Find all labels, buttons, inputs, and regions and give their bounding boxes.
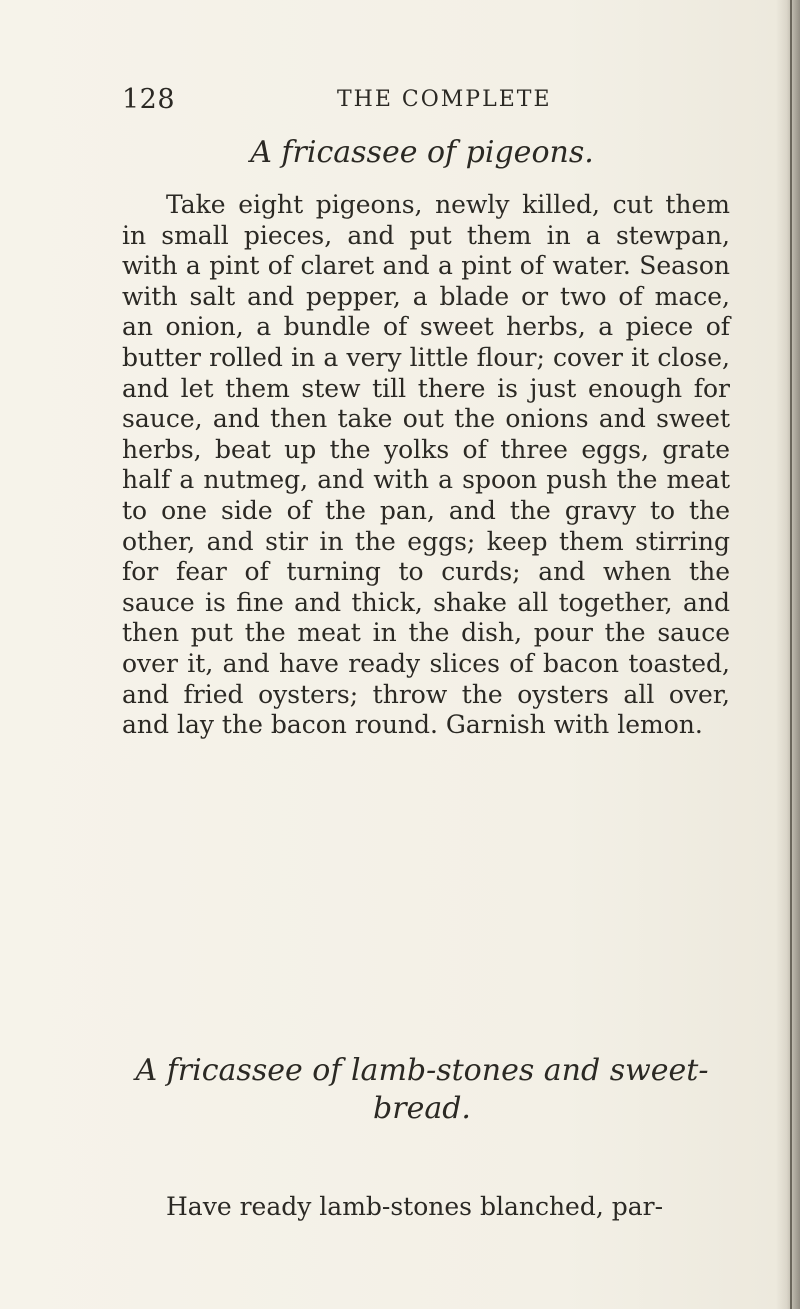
running-head: THE COMPLETE — [337, 87, 552, 112]
recipe-title-lamb-stones: A fricassee of lamb-stones and sweet-bread. — [135, 1053, 709, 1126]
recipe-text-pigeons: Take eight pigeons, newly killed, cut them in small pieces, and put them in a stewpan, with a pint of claret and a pint of water. Season with salt and pepper, a blade or two of mace, an onion, a bundle of sweet herbs, a piece of butter rolled in a very little flour; cover it close, and let them stew till there is just enough for sauce, and then take out the onions and sweet herbs, beat up the yolks of three eggs, grate half a nutmeg, and with a spoon push the meat to one side of the pan, and the gravy to the other, and stir in the eggs; keep them stirring for fear of turning to curds; and when the sauce is fine and thick, shake all together, and then put the meat in the dish, pour the sauce over it, and have ready slices of bacon toasted, and fried oysters; throw the oysters all over, and lay the bacon round. Garnish with lemon. — [122, 190, 730, 740]
page-number: 128 — [122, 84, 176, 115]
page-edge-line — [790, 0, 792, 1309]
page-edge-shadow — [776, 0, 800, 1309]
recipe-title-pigeons: A fricassee of pigeons. — [250, 135, 594, 170]
page-header — [122, 84, 702, 124]
recipe-text-lamb-stones: Have ready lamb-stones blanched, par- — [166, 1192, 664, 1221]
